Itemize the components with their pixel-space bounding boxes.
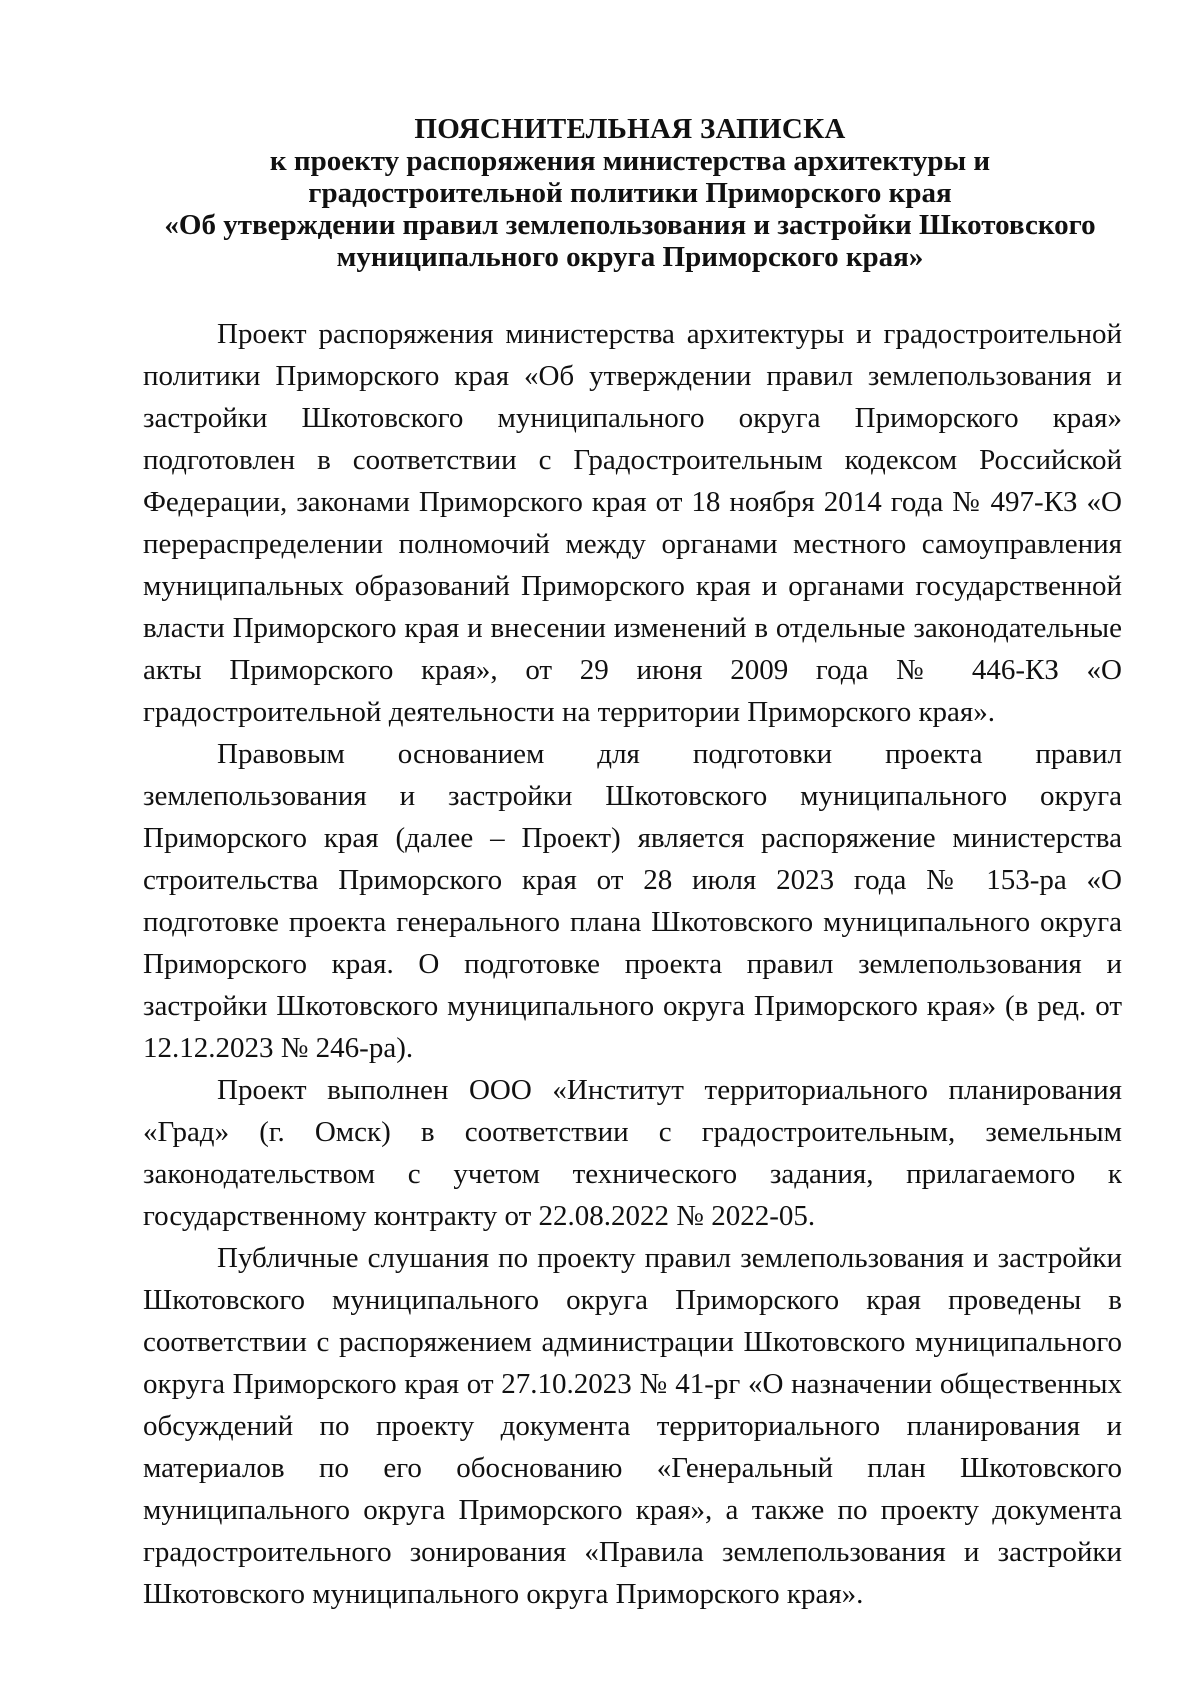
paragraph-3: Проект выполнен ООО «Институт территориального планирования «Град» (г. Омск) в соответствии с градостроительным, земельным законодательством с учетом технического задания, прилагаемого к государственному контракту от 22.08.2022 № 2022-05. [143, 1074, 1122, 1232]
document-title: ПОЯСНИТЕЛЬНАЯ ЗАПИСКА [414, 113, 846, 145]
document-heading [140, 113, 1120, 273]
subtitle-line-3: «Об утверждении правил землепользования и застройки Шкотовского [164, 209, 1096, 241]
subtitle-line-4: муниципального округа Приморского края» [336, 241, 924, 273]
subtitle-line-1: к проекту распоряжения министерства архитектуры и [269, 145, 991, 177]
document-body [143, 313, 1122, 1615]
subtitle-line-2: градостроительной политики Приморского края [308, 177, 952, 209]
paragraph-2: Правовым основанием для подготовки проекта правил землепользования и застройки Шкотовского муниципального округа Приморского края (далее – Проект) является распоряжение министерства строительства Приморского края от 28 июля 2023 года № 153-ра «О подготовке проекта генерального плана Шкотовского муниципального округа Приморского края. О подготовке проекта правил землепользования и застройки Шкотовского муниципального округа Приморского края» (в ред. от 12.12.2023 № 246-ра). [143, 738, 1122, 1064]
paragraph-1: Проект распоряжения министерства архитектуры и градостроительной политики Приморского края «Об утверждении правил землепользования и застройки Шкотовского муниципального округа Приморского края» подготовлен в соответствии с Градостроительным кодексом Российской Федерации, законами Приморского края от 18 ноября 2014 года № 497-КЗ «О перераспределении полномочий между органами местного самоуправления муниципальных образований Приморского края и органами государственной власти Приморского края и внесении изменений в отдельные законодательные акты Приморского края», от 29 июня 2009 года № 446-КЗ «О градостроительной деятельности на территории Приморского края». [143, 318, 1122, 728]
paragraph-4: Публичные слушания по проекту правил землепользования и застройки Шкотовского муниципального округа Приморского края проведены в соответствии с распоряжением администрации Шкотовского муниципального округа Приморского края от 27.10.2023 № 41-рг «О назначении общественных обсуждений по проекту документа территориального планирования и материалов по его обоснованию «Генеральный план Шкотовского муниципального округа Приморского края», а также по проекту документа градостроительного зонирования «Правила землепользования и застройки Шкотовского муниципального округа Приморского края». [143, 1242, 1122, 1610]
